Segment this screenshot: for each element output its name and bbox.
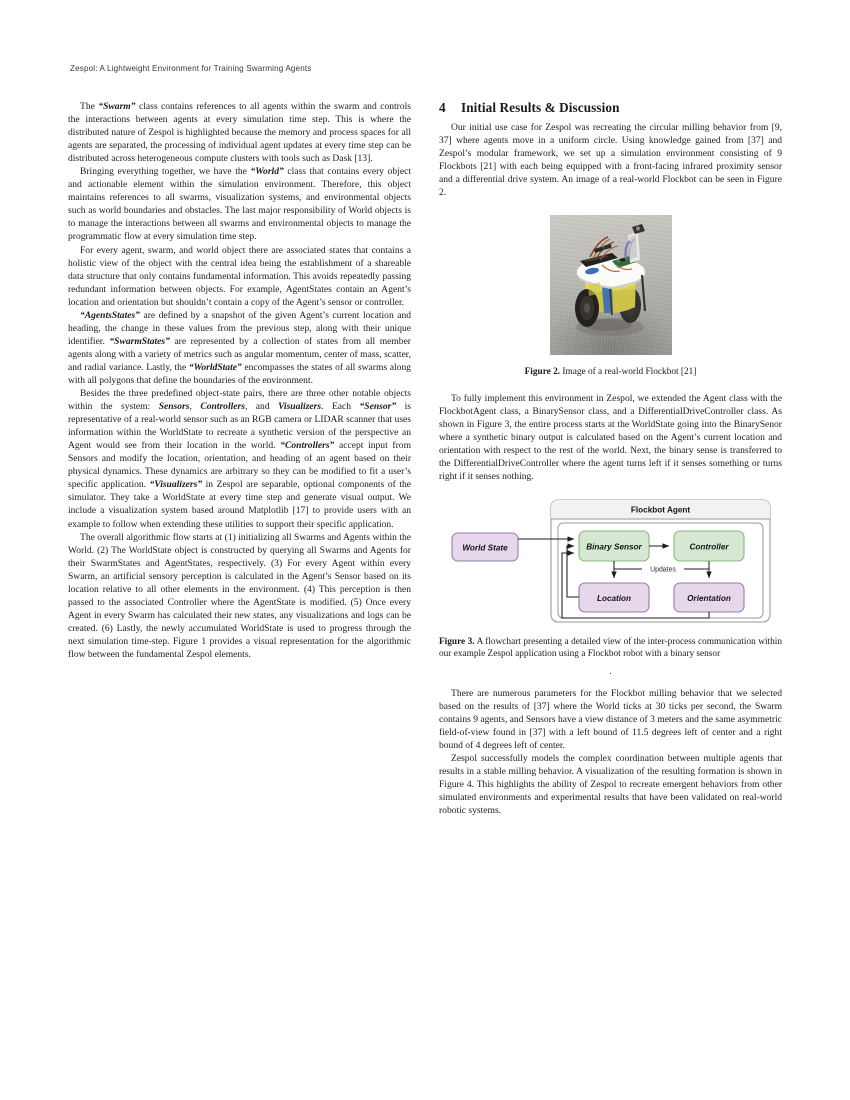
emphasized-term: “Visualizers” — [149, 479, 203, 491]
paragraph-algorithmic-flow: The overall algorithmic flow starts at (1) initializing all Swarms and Agents within the World. (2) The WorldState object is constructed by querying all Swarms and Agents for their SwarmStates and AgentStates, respectively. (3) For every Agent within every Swarm, an artificial sensory perception is calculated in the Agent’s Sensor based on its location relative to all other elements in the environment. (4) This perception is then passed to the associated Controller where the AgentState is modified. (5) Once every Agent in every Swarm has calculated their new states, any visualizations and logs can be created. (6) Lastly, the newly accumulated WorldState is used to progress through the next simulation time-step. Figure 1 provides a visual representation for the algorithmic flow between the fundamental Zespol elements. — [68, 531, 411, 660]
paragraph-use-case: Our initial use case for Zespol was recreating the circular milling behavior from [9, 37] where agents move in a uniform circle. Using knowledge gained from [37] and Zespol’s modular framework, we set up a simulation environment consisting of 9 Flockbots [21] with each being equipped with a front-facing infrared proximity sensor and a differential drive system. An image of a real-world Flockbot can be seen in Figure 2. — [439, 122, 782, 199]
figure-3-caption-text: A flowchart presenting a detailed view of the inter-process communication within our example Zespol application using a Flockbot robot with a binary sensor — [439, 637, 783, 660]
node-orientation-label: Orientation — [686, 594, 731, 604]
emphasized-term: “WorldState” — [188, 361, 242, 373]
node-controller-label: Controller — [688, 542, 729, 552]
emphasized-term: “Swarm” — [98, 101, 136, 112]
figure-3-label: Figure 3. — [439, 637, 475, 648]
section-heading-initial-results — [439, 100, 782, 116]
figure-3 — [439, 497, 782, 625]
figure-2-caption-text: Image of a real-world Flockbot [21] — [560, 367, 697, 378]
emphasized-term: Controllers — [200, 401, 245, 413]
emphasized-term: “Controllers” — [280, 440, 335, 452]
emphasized-term: “SwarmStates” — [109, 335, 170, 347]
paragraph-agentstates: “AgentsStates” are defined by a snapshot of the given Agent’s current location and heading, the change in these values from the previous step, along with their unique identifier. “SwarmStates” are represented by a collection of states from all member agents along with a variety of metrics such as angular momentum, center of mass, scatter, and radial variance. Lastly, the “WorldState” encompasses the states of all swarms along with all polygons that define the boundaries of the environment. — [68, 309, 411, 386]
flockbot-agent-flowchart — [446, 497, 776, 625]
flockbot-robot-illustration — [550, 215, 672, 355]
paragraph-world: Bringing everything together, we have the “World” class that contains every object and actionable element within the simulation environment. Therefore, this object maintains references to all swarms, visualization systems, and environmental objects such as world boundaries and obstacles. The last major responsibility of World objects is to manage the interactions between all swarms and environmental objects to manage the programmatic flow at every simulation time step. — [68, 166, 411, 243]
paragraph-swarm: The “Swarm” class contains references to all agents within the swarm and controls the interactions between agents at every simulation time step. This is where the distributed nature of Zespol is highlighted because the memory and process spaces for all agents are separated, the processing of individual agent updates at every time step can be distributed across heterogeneous compute clusters with tools such as Dask [13]. — [68, 101, 411, 165]
figure-2 — [439, 215, 782, 355]
flockbot-photograph — [550, 215, 672, 355]
emphasized-term: “Sensor” — [359, 401, 397, 413]
paragraph-states: For every agent, swarm, and world object there are associated states that contains a holistic view of the object with the central idea being the establishment of a shareable data structure that only contains fundamental information. This avoids repeatedly passing redundant information between objects. For example, AgentStates contain an Agent’s location and orientation but shouldn’t contain a copy of the Agent’s sensor or controller. — [68, 244, 411, 308]
node-binary-sensor-label: Binary Sensor — [585, 542, 642, 552]
paragraph-success: Zespol successfully models the complex coordination between multiple agents that results in a stable milling behavior. A visualization of the resulting formation is shown in Figure 4. This highlights the ability of Zespol to recreate emergent behaviors from other simulated environments and experimental results that have been validated on real-world robotic systems. — [439, 753, 782, 817]
container-title-label: Flockbot Agent — [630, 505, 690, 515]
edge-label-updates: Updates — [649, 566, 676, 574]
figure-3-caption — [439, 636, 782, 661]
right-column — [439, 100, 782, 1020]
left-column — [68, 100, 411, 1020]
figure-2-label: Figure 2. — [524, 367, 561, 378]
node-world-state-label: World State — [461, 543, 508, 553]
emphasized-term: Visualizers — [278, 401, 322, 413]
paragraph-objects: Besides the three predefined object-state pairs, there are three other notable objects within the system: Sensors, Controllers, and Visualizers. Each “Sensor” is representative of a real-world sensor such as an RGB camera or LIDAR scanner that uses information within the WorldState to recreate a synthetic version of the perspective an Agent would see from their location in the world. “Controllers” accept input from Sensors and modify the location, orientation, and heading of an agent based on their physical dynamics. These dynamics are arbitrary so they can be modified to fit a user’s specific application. “Visualizers” in Zespol are separable, optional components of the simulator. They take a WorldState at every time step and generate visual output. We include a visualization system based around Matplotlib [17] to provide users with an example to follow when extending these utilities to support their specific application. — [68, 388, 411, 530]
two-column-body — [68, 100, 782, 1020]
node-location-label: Location — [596, 594, 631, 604]
figure-3-trailing-dot: . — [609, 666, 612, 677]
paragraph-parameters: There are numerous parameters for the Flockbot milling behavior that we selected based on the results of [37] where the World ticks at 30 ticks per second, the Swarm contains 9 agents, and Sensors have a view distance of 3 meters and the same asymmetric field-of-view found in [37] with a left bound of 11.5 degrees left of center and a right bound of 4 degrees left of center. — [439, 687, 782, 752]
section-number: 4 — [439, 100, 446, 115]
running-head: Zespol: A Lightweight Environment for Training Swarming Agents — [70, 64, 312, 73]
emphasized-term: “AgentsStates” — [80, 309, 140, 321]
emphasized-term: Sensors — [158, 401, 190, 413]
paragraph-implementation: To fully implement this environment in Zespol, we extended the Agent class with the FlockbotAgent class, a BinarySensor class, and a DifferentialDriveController class. As shown in Figure 3, the entire process starts at the WorldState going into the BinarySenor where a synthetic binary output is calculated based on the Agent’s current location and orientation with respect to the rest of the world. Next, the binary sense is transferred to the DifferentialDriveController where the agent turns left if it senses something or turns right if it senses nothing. — [439, 392, 782, 482]
section-title: Initial Results & Discussion — [461, 100, 620, 115]
emphasized-term: “World” — [250, 166, 284, 178]
figure-2-caption — [439, 366, 782, 378]
